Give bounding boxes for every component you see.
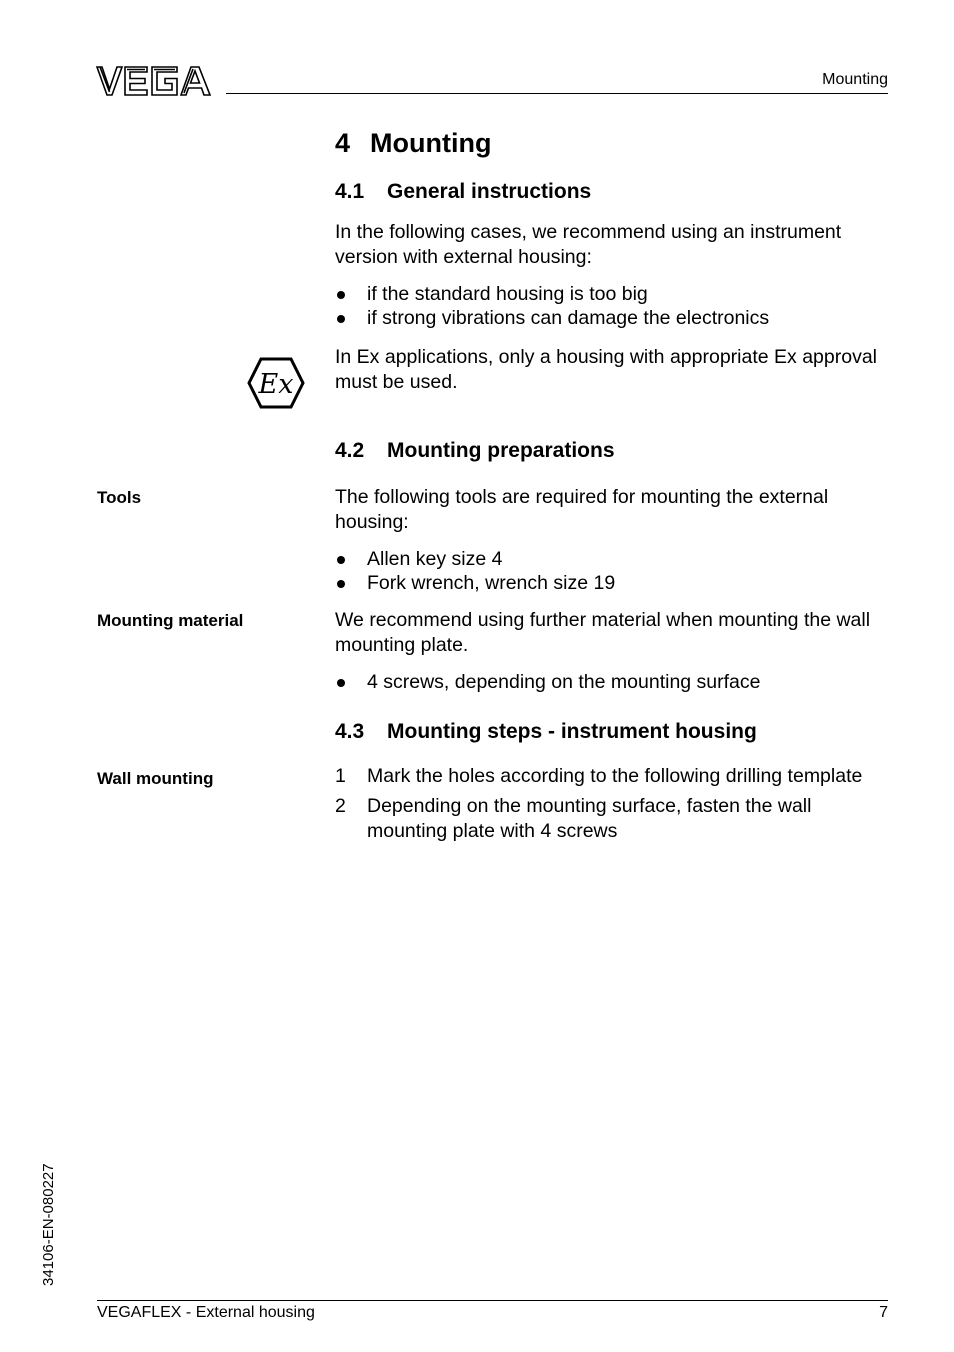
section-heading-4-3 bbox=[335, 720, 757, 744]
running-header: Mounting bbox=[822, 71, 888, 88]
ex-note: In Ex applications, only a housing with appropriate Ex approval must be used. bbox=[335, 346, 877, 393]
section-title: General instructions bbox=[387, 180, 592, 203]
document-id: 34106-EN-080227 bbox=[40, 1163, 57, 1286]
tools-intro: The following tools are required for mounting the external housing: bbox=[335, 486, 829, 533]
section-title: Mounting preparations bbox=[387, 439, 615, 462]
section-heading-4-2 bbox=[335, 439, 615, 463]
section-number: 4.2 bbox=[335, 439, 365, 462]
bullet-icon bbox=[337, 291, 345, 299]
margin-label-mounting-material: Mounting material bbox=[97, 611, 244, 630]
chapter-heading bbox=[335, 128, 491, 159]
page-number: 7 bbox=[879, 1304, 888, 1321]
section-number: 4.1 bbox=[335, 180, 365, 203]
chapter-title: Mounting bbox=[370, 128, 492, 158]
bullet-icon bbox=[337, 315, 345, 323]
margin-label-wall-mounting: Wall mounting bbox=[97, 769, 214, 788]
step-text: Mark the holes according to the following drilling template bbox=[367, 765, 863, 787]
vega-logo bbox=[95, 64, 213, 98]
step-number: 2 bbox=[335, 795, 346, 817]
svg-text:Ex: Ex bbox=[258, 369, 294, 400]
ex-hexagon-icon bbox=[247, 357, 305, 409]
footer-title: VEGAFLEX - External housing bbox=[97, 1304, 315, 1321]
section-heading-4-1 bbox=[335, 180, 591, 204]
footer-rule bbox=[97, 1300, 888, 1301]
step-number: 1 bbox=[335, 765, 346, 787]
bullet-icon bbox=[337, 679, 345, 687]
header-rule bbox=[226, 93, 888, 94]
chapter-number: 4 bbox=[335, 128, 351, 158]
material-intro: We recommend using further material when mounting the wall mounting plate. bbox=[335, 609, 871, 656]
bullet-icon bbox=[337, 580, 345, 588]
section-title: Mounting steps - instrument housing bbox=[387, 720, 757, 743]
bullet-icon bbox=[337, 556, 345, 564]
section-number: 4.3 bbox=[335, 720, 365, 743]
step-text: Depending on the mounting surface, fasten the wall mounting plate with 4 screws bbox=[367, 795, 812, 842]
margin-label-tools: Tools bbox=[97, 488, 142, 507]
general-intro: In the following cases, we recommend using an instrument version with external housing: bbox=[335, 221, 842, 268]
